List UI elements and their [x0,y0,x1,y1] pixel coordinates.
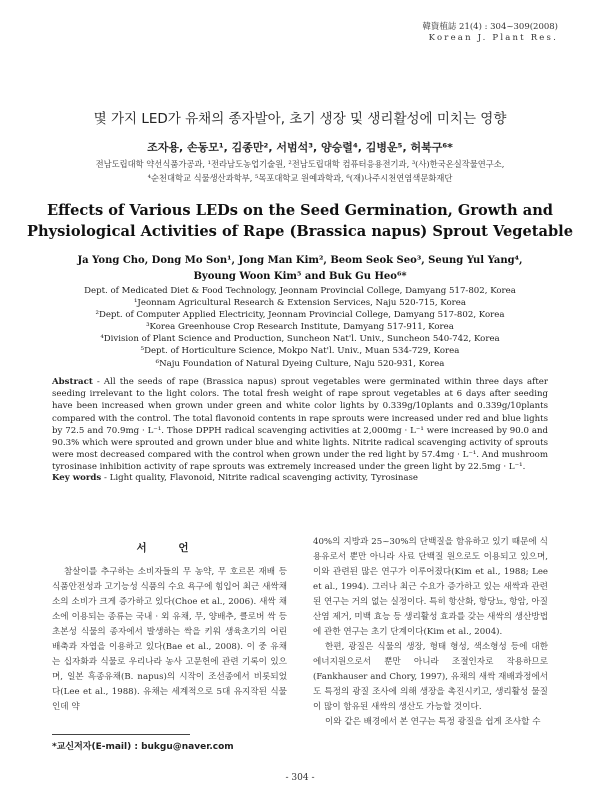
english-title-line-2: Physiological Activities of Rape (Brassica napus) Sprout Vegetable [27,223,573,240]
introduction-heading: 서 언 [136,542,203,554]
abstract-label: Abstract [52,377,93,387]
abstract [52,376,548,474]
english-affiliations [0,285,600,370]
keywords-label: Key words [52,473,102,483]
affiliation-line: ²Dept. of Computer Applied Electricity, Jeonnam Provincial College, Damyang 517-802, Korea [95,310,505,321]
english-authors-line-2: Byoung Woon Kim⁵ and Buk Gu Heo⁶* [193,271,407,282]
english-authors-line-1: Ja Yong Cho, Dong Mo Son¹, Jong Man Kim², Beom Seok Seo³, Seung Yul Yang⁴, [77,255,523,266]
journal-header [422,22,558,44]
affiliation-line: Dept. of Medicated Diet & Food Technology, Jeonnam Provincial College, Damyang 517-802, Korea [84,286,516,296]
footnote-divider [52,734,190,735]
left-column [52,565,287,715]
english-title-line-1: Effects of Various LEDs on the Seed Germination, Growth and [46,202,554,219]
english-authors [0,253,600,285]
page-number: - 304 - [285,773,315,783]
affiliation-line: ³Korea Greenhouse Crop Research Institute, Damyang 517-911, Korea [146,322,454,333]
affiliation-line: ¹Jeonnam Agricultural Research & Extension Services, Naju 520-715, Korea [133,298,466,309]
english-title [0,200,600,242]
journal-citation: 韓資植誌 21(4) : 304~309(2008) [422,22,558,32]
korean-affiliation-line-1: 전남도립대학 약선식품가공과, ¹전라남도농업기술원, ²전남도립대학 컴퓨터응용전기과, ³(사)한국온실작물연구소, [95,159,505,169]
corresponding-author-footnote: *교신저자(E-mail) : bukgu@naver.com [52,742,234,752]
affiliation-line: ⁵Dept. of Horticulture Science, Mokpo Nat'l. Univ., Muan 534-729, Korea [140,346,460,357]
affiliation-line: ⁶Naju Foundation of Natural Dyeing Culture, Naju 520-931, Korea [155,358,445,369]
keywords-text: - Light quality, Flavonoid, Nitrite radical scavenging activity, Tyrosinase [103,473,419,483]
intro-paragraph: 참살이를 추구하는 소비자들의 무 농약, 무 호르몬 재배 등 식품안전성과 고기능성 식품의 수요 욕구에 힘입어 최근 새싹채소의 소비가 크게 증가하고 있다(Choe et al., 2006). 새싹 채소에 이용되는 종류는 국내 · 외 유채, 무, 양배추, 클로버 싹 등 초본성 식물의 종자에서 발생하는 싹을 키워 생육초기의 어린 배축과 자엽을 이용하고 있다(Bae et al., 2008). 이 중 유채는 십자화과 식물로 우리나라 농사 고문헌에 관련 기록이 있으며, 일본 흑종유채(B. napus)의 시작이 조선종에서 비롯되었다(Lee et al., 1988). 유채는 세계적으로 5대 유지작된 식물인데 약 [52,567,287,712]
korean-title: 몇 가지 LED가 유채의 종자발아, 초기 생장 및 생리활성에 미치는 영향 [93,111,507,127]
journal-name: Korean J. Plant Res. [428,33,558,43]
right-column [313,535,548,730]
abstract-text: - All the seeds of rape (Brassica napus) sprout vegetables were germinated within three days after seeding irrelevant to the light colors. The total fresh weight of rape sprout vegetables at 6 days after seeding have been increased when grown under green and white color lights by 0.339g/10plants and 0.339g/10plants compared with the control. The total flavonoid contents in rape sprouts were increased under red and blue lights by 72.5 and 70.9mg · L⁻¹. Those DPPH radical scavenging activities at 2,000mg · L⁻¹ were increased by 90.0 and 90.3% which were sprouted and grown under blue and white lights. Nitrite radical scavenging activity of sprouts were most decreased compared with the control when grown under the red light by 57.4mg · L⁻¹. And mushroom tyrosinase inhibition activity of rape sprouts was extremely increased under the green light by 22.5mg · L⁻¹. [52,377,548,473]
intro-paragraph: 40%의 지방과 25~30%의 단백질을 함유하고 있기 때문에 식용유로서 뿐만 아니라 사료 단백질 원으로도 이용되고 있으며, 이와 관련된 많은 연구가 이루어졌다(Kim et al., 1988; Lee et al., 1994). 그러나 최근 수요가 증가하고 있는 새싹과 관련된 연구는 거의 없는 실정이다. 특히 항산화, 항당뇨, 항암, 아질산염 제거, 미백 효능 등 생리활성 효과를 갖는 새싹의 생산방법에 관한 연구는 초기 단계이다(Kim et al., 2004). [313,537,548,637]
keywords [52,473,548,483]
korean-affiliation-line-2: ⁴순천대학교 식물생산과학부, ⁵목포대학교 원예과학과, ⁶(재)나주시천연염색문화재단 [147,173,453,183]
intro-paragraph: 한편, 광질은 식물의 생장, 형태 형성, 색소형성 등에 대한 에너지원으로서 뿐만 아니라 조절인자로 작용하므로(Fankhauser and Chory, 1997), 유채의 새싹 재배과정에서도 특정의 광질 조사에 의해 생장을 촉진시키고, 생리활성 물질이 많이 함유된 새싹의 생산도 가능할 것이다. [313,642,548,712]
affiliation-line: ⁴Division of Plant Science and Production, Suncheon Nat'l. Univ., Suncheon 540-742, Korea [100,334,500,345]
korean-authors: 조자용, 손동모¹, 김종만², 서범석³, 양승렬⁴, 김병운⁵, 허북구⁶* [147,141,453,154]
intro-paragraph: 이와 같은 배경에서 본 연구는 특정 광질을 쉽게 조사할 수 [325,717,541,727]
